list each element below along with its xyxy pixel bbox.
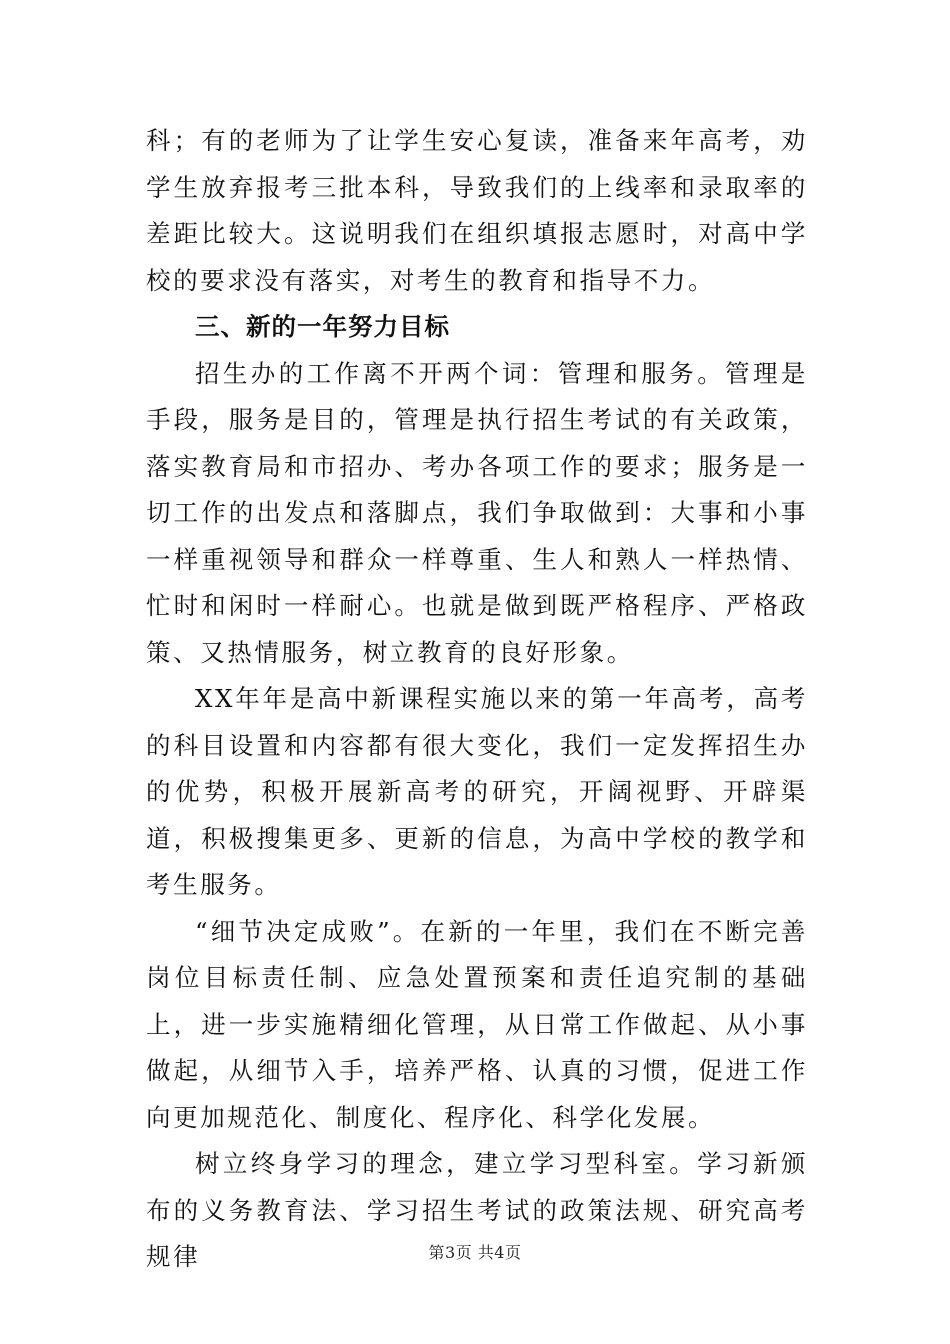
- document-body: [146, 118, 808, 1281]
- paragraph: 树立终身学习的理念，建立学习型科室。学习新颁布的义务教育法、学习招生考试的政策法规、研究高考规律: [146, 1149, 808, 1271]
- paragraph-continuation: 科；有的老师为了让学生安心复读，准备来年高考，劝学生放弃报考三批本科，导致我们的上线率和录取率的差距比较大。这说明我们在组织填报志愿时，对高中学校的要求没有落实，对考生的教育和指导不力。: [146, 126, 808, 295]
- paragraph: 招生办的工作离不开两个词：管理和服务。管理是手段，服务是目的，管理是执行招生考试的有关政策，落实教育局和市招办、考办各项工作的要求；服务是一切工作的出发点和落脚点，我们争取做到：大事和小事一样重视领导和群众一样尊重、生人和熟人一样热情、忙时和闲时一样耐心。也就是做到既严格程序、严格政策、又热情服务，树立教育的良好形象。: [146, 358, 808, 667]
- section-heading: 三、新的一年努力目标: [195, 312, 450, 341]
- paragraph: “细节决定成败”。在新的一年里，我们在不断完善岗位目标责任制、应急处置预案和责任追究制的基础上，进一步实施精细化管理，从日常工作做起、从小事做起，从细节入手，培养严格、认真的习惯，促进工作向更加规范化、制度化、程序化、科学化发展。: [146, 916, 808, 1132]
- page-number-footer: 第3页 共4页: [428, 1243, 522, 1262]
- paragraph: XX年年是高中新课程实施以来的第一年高考，高考的科目设置和内容都有很大变化，我们一定发挥招生办的优势，积极开展新高考的研究，开阔视野、开辟渠道，积极搜集更多、更新的信息，为高中学校的教学和考生服务。: [146, 684, 808, 899]
